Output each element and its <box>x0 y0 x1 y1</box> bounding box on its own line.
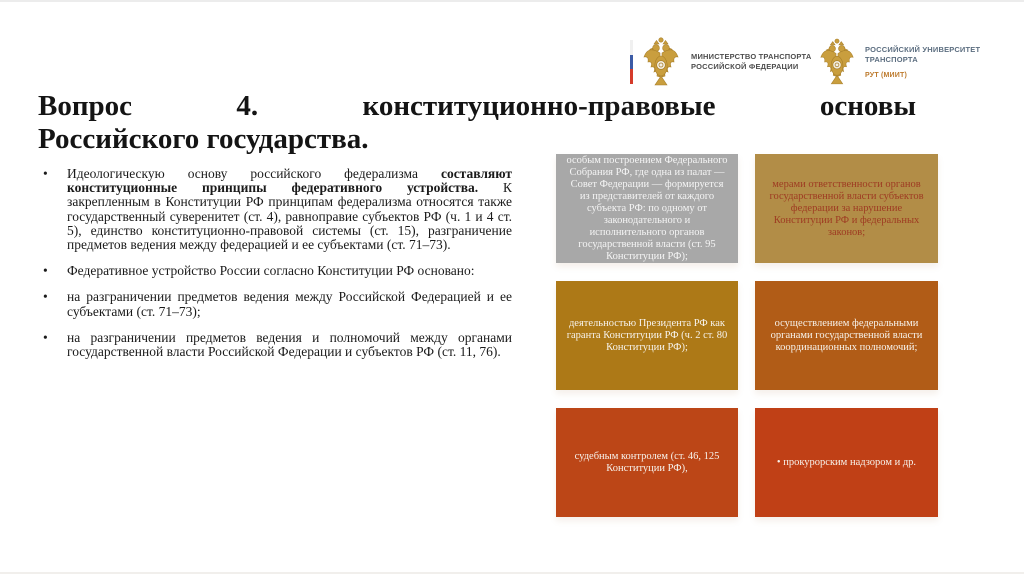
slide-title <box>38 90 916 156</box>
slide-title-line1: Вопрос 4. конституционно-правовые основы <box>38 90 916 122</box>
ministry-name <box>691 52 811 72</box>
bullet1-regular-rest: К закрепленным в Конституции РФ принципам федерализма относятся также государственный суверенитет (ст. 4), равноправие субъектов РФ (ч. 1 и 4 ст. 5), единство конституционно-правовой системы (ст. 15), разграничение предметов ведения между федерацией и ее субъектами (ст. 71–73). <box>67 180 512 253</box>
bullet-icon: • <box>43 263 48 279</box>
bullet-text-ideology <box>67 167 512 252</box>
list-item <box>38 264 512 278</box>
university-name-line1: РОССИЙСКИЙ УНИВЕРСИТЕТ <box>865 45 981 54</box>
box-responsibility-measures: мерами ответственности органов государственной власти субъектов федерации за нарушение Конституции РФ и федеральных законов; <box>755 154 938 263</box>
bullet-icon: • <box>43 329 48 345</box>
box-president-activity: деятельностью Президента РФ как гаранта Конституции РФ (ч. 2 ст. 80 Конституции РФ); <box>556 281 738 390</box>
flag-red-stripe <box>630 69 633 84</box>
bullet-text-delimitation-subjects: на разграничении предметов ведения между Российской Федерацией и ее субъектами (ст. 71–73); <box>67 289 512 319</box>
slide-top-edge <box>0 0 1024 2</box>
ministry-logo <box>630 34 811 90</box>
box-federal-assembly: особым построением Федерального Собрания РФ, где одна из палат — Совет Федерации — формируется из представителей от каждого субъекта РФ: по одному от законодательного и исполнительного органов государственной власти (ст. 95 Конституции РФ); <box>556 154 738 263</box>
flag-blue-stripe <box>630 55 633 70</box>
ministry-emblem-icon <box>640 36 682 88</box>
university-name <box>865 45 980 79</box>
university-logo <box>818 34 980 90</box>
bullet-text-federal-structure: Федеративное устройство России согласно Конституции РФ основано: <box>67 263 475 279</box>
list-item <box>38 167 512 252</box>
ministry-name-line2: РОССИЙСКОЙ ФЕДЕРАЦИИ <box>691 62 799 71</box>
bullet-text-delimitation-powers: на разграничении предметов ведения и полномочий между органами государственной власти Российской Федерации и субъектов РФ (ст. 11, 76). <box>67 329 512 360</box>
ministry-name-line1: МИНИСТЕРСТВО ТРАНСПОРТА <box>691 52 812 61</box>
list-item <box>38 290 512 318</box>
slide-title-line2: Российского государства. <box>38 123 369 155</box>
list-item <box>38 331 512 359</box>
box-coordination-powers: осуществлением федеральными органами государственной власти координационных полномочий; <box>755 281 938 390</box>
russian-flag-bar-icon <box>630 40 633 84</box>
bullet-icon: • <box>43 166 48 181</box>
university-emblem-icon <box>818 37 856 87</box>
bullet-icon: • <box>43 289 48 305</box>
university-name-line2: ТРАНСПОРТА <box>865 55 918 64</box>
bullet1-bold-phrase: составляют конституционные принципы федеративного устройства. <box>67 166 512 196</box>
box-judicial-control: судебным контролем (ст. 46, 125 Конституции РФ), <box>556 408 738 517</box>
university-abbreviation: РУТ (МИИТ) <box>865 72 907 79</box>
bullet-list <box>38 167 512 371</box>
flag-white-stripe <box>630 40 633 55</box>
content-box-grid <box>556 154 938 517</box>
box-prosecutor-supervision: • прокурорским надзором и др. <box>755 408 938 517</box>
bullet1-regular-start: Идеологическую основу российского федерализма <box>67 166 441 181</box>
